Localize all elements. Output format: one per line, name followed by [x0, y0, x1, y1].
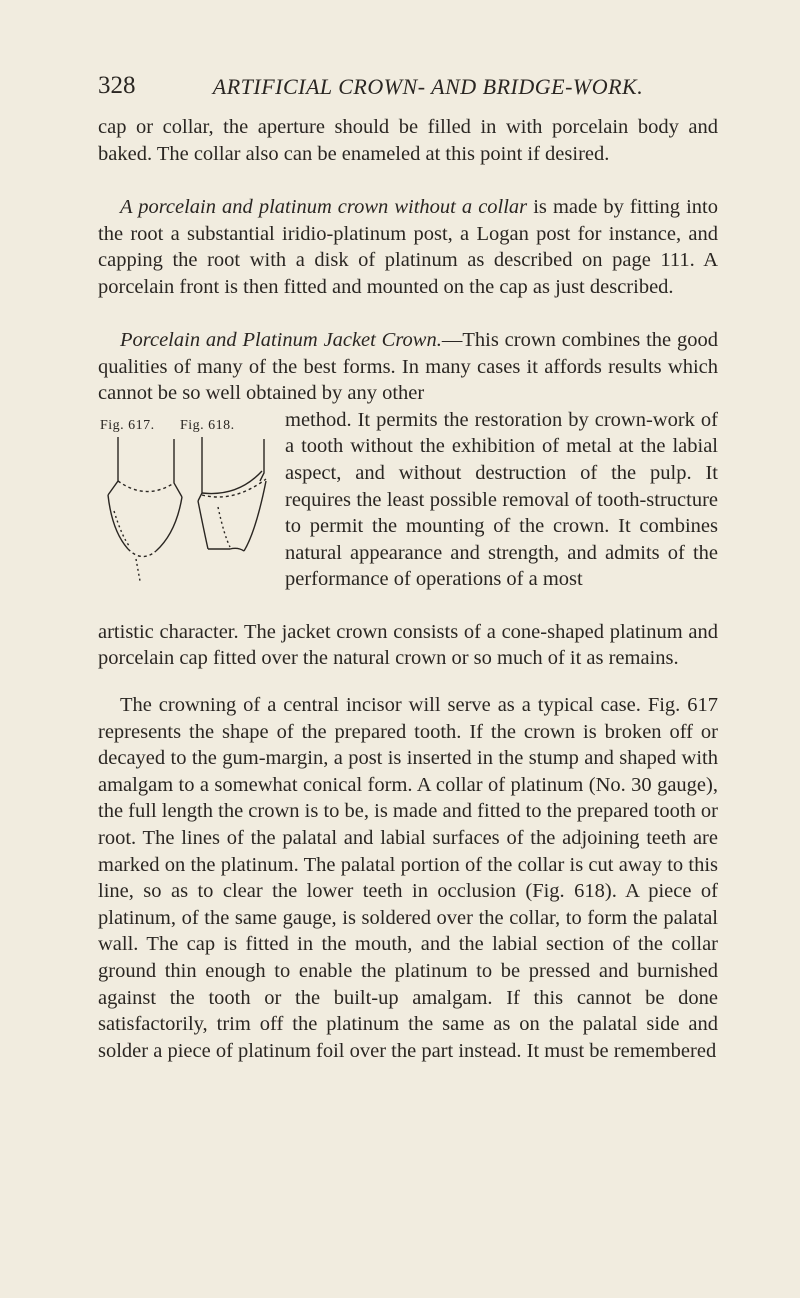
paragraph-3-wrapped: method. It permits the restoration by crown-work of a tooth without the exhibition of metal at the labial aspect, and without destruction of the pulp. It requires the least possible removal of tooth-structure to permit the mounting of the crown. It combines natural appearance and strength, and admits of the performance of operations of a most — [285, 408, 718, 591]
figures-617-618 — [98, 407, 282, 619]
paragraph-2 — [98, 194, 718, 300]
fig-617-label: Fig. 617. — [100, 417, 155, 433]
paragraph-4 — [98, 692, 718, 1064]
fig-617-prepared-tooth-drawing — [108, 437, 182, 581]
paragraph-1-text: cap or collar, the aperture should be filled in with porcelain body and baked. The collar also can be enameled at this point if desired. — [98, 116, 718, 165]
page-number: 328 — [98, 72, 136, 99]
page-header — [98, 66, 718, 106]
paragraph-2-text: is made by fitting into the root a substantial iridio-platinum post, a Logan post for instance, and capping the root with a disk of platinum as described on page 111. A porcelain front is then fitted and mounted on the cap as just described. — [98, 196, 718, 298]
paragraph-4-text: The crowning of a central incisor will serve as a typical case. Fig. 617 represents the shape of the prepared tooth. If the crown is broken off or decayed to the gum-margin, a post is inserted in the stump and shaped with amalgam to a somewhat conical form. A collar of platinum (No. 30 gauge), the full length the crown is to be, is made and fitted to the prepared tooth or root. The lines of the palatal and labial surfaces of the adjoining teeth are marked on the platinum. The palatal portion of the collar is cut away to this line, so as to clear the lower teeth in occlusion (Fig. 618). A piece of platinum, of the same gauge, is soldered over the collar, to form the palatal wall. The cap is fitted in the mouth, and the labial section of the collar ground thin enough to enable the platinum to be pressed and burnished against the tooth or the built-up amalgam. If this cannot be done satisfactorily, trim off the platinum the same as on the palatal side and solder a piece of platinum foil over the part instead. It must be remembered — [98, 694, 718, 1062]
running-title: ARTIFICIAL CROWN- AND BRIDGE-WORK. — [212, 74, 644, 99]
paragraph-3-heading: Porcelain and Platinum Jacket Crown. — [120, 329, 442, 351]
figure-wrap-block — [98, 407, 718, 619]
fig-618-label: Fig. 618. — [180, 417, 235, 433]
paragraph-1 — [98, 114, 718, 167]
paragraph-2-heading: A porcelain and platinum crown without a collar — [120, 196, 528, 218]
paragraph-3-lead: —This crown combines the good qualities of many of the best forms. In many cases it affords results which cannot be so well obtained by any other — [98, 329, 718, 405]
paragraph-3 — [98, 327, 718, 672]
paragraph-3-tail: artistic character. The jacket crown consists of a cone-shaped platinum and porcelain cap fitted over the natural crown or so much of it as remains. — [98, 620, 718, 670]
tooth-figures-illustration — [98, 431, 282, 581]
fig-618-collar-drawing — [198, 437, 266, 551]
